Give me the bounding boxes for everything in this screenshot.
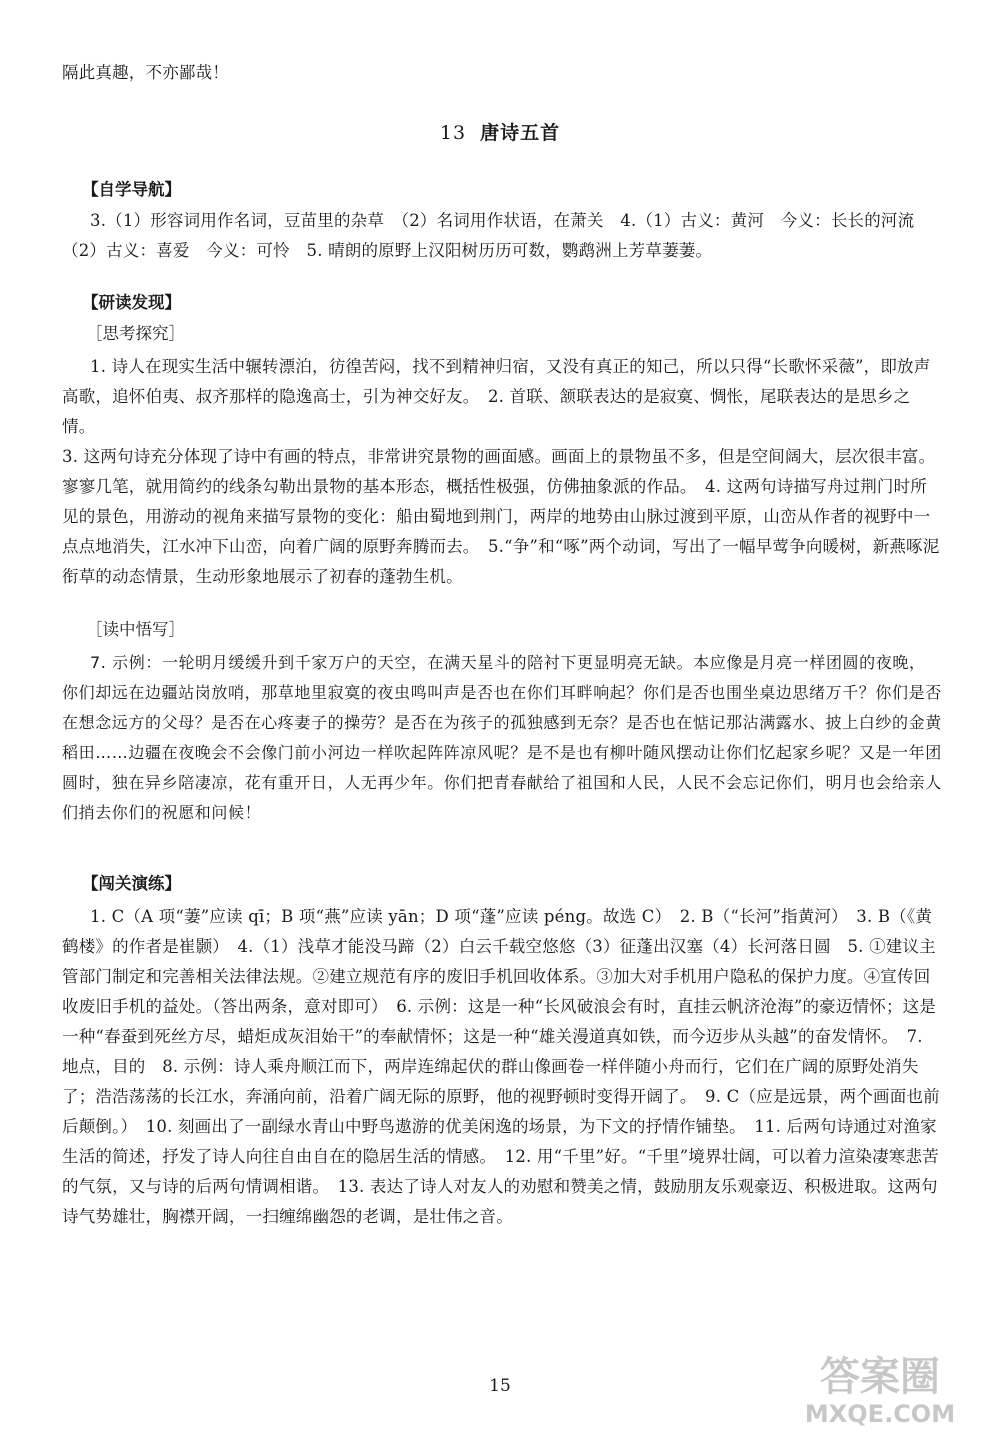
page-number: 15 — [489, 1376, 511, 1396]
section-self-study: 【自学导航】 — [82, 180, 181, 199]
watermark-url: MXQE.COM — [804, 1400, 956, 1428]
section-practice: 【闯关演练】 — [82, 874, 181, 893]
lesson-number: 13 — [439, 122, 467, 144]
self-study-answers: 3.（1）形容词用作名词，豆苗里的杂草 （2）名词用作状语，在萧关 4.（1）古义：黄河 今义：长长的河流 （2）古义：喜爱 今义：可怜 5. 晴朗的原野上汉阳树历历可数，鹦鹉洲上芳草萋萋。 — [62, 211, 915, 260]
top-line: 隔此真趣，不亦鄙哉！ — [62, 63, 229, 82]
thinking-answers: 1. 诗人在现实生活中辗转漂泊，彷徨苦闷，找不到精神归宿，又没有真正的知己，所以只得“长歌怀采薇”，即放声高歌，追怀伯夷、叔齐那样的隐逸高士，引为神交好友。 2. 首联、颔联表达的是寂寞、惆怅，尾联表达的是思乡之情。 3. 这两句诗充分体现了诗中有画的特点，非常讲究景物的画面感。画面上的景物虽不多，但是空间阔大，层次很丰富。寥寥几笔，就用简约的线条勾勒出景物的基本形态，概括性极强，仿佛抽象派的作品。 4. 这两句诗描写舟过荆门时所见的景色，用游动的视角来描写景物的变化：船由蜀地到荆门，两岸的地势由山脉过渡到平原，山峦从作者的视野中一点点地消失，江水冲下山峦，向着广阔的原野奔腾而去。 5.“争”和“啄”两个动词，写出了一幅早莺争向暖树，新燕啄泥衔草的动态情景，生动形象地展示了初春的蓬勃生机。 — [62, 357, 940, 586]
subsection-writing: ［读中悟写］ — [86, 620, 185, 639]
lesson-title-text: 唐诗五首 — [480, 122, 561, 144]
lesson-title — [0, 118, 1000, 145]
practice-answers: 1. C（A 项“萋”应读 qī；B 项“燕”应读 yān；D 项“蓬”应读 péng。故选 C） 2. B（“长河”指黄河） 3. B（《黄鹤楼》的作者是崔颢） 4.（1）浅草才能没马蹄（2）白云千载空悠悠（3）征蓬出汉塞（4）长河落日圆 5. ①建议主管部门制定和完善相关法律法规。②建立规范有序的废旧手机回收体系。③加大对手机用户隐私的保护力度。④宣传回收废旧手机的益处。（答出两条，意对即可） 6. 示例：这是一种“长风破浪会有时，直挂云帆济沧海”的豪迈情怀；这是一种“春蚕到死丝方尽，蜡炬成灰泪始干”的奉献情怀；这是一种“雄关漫道真如铁，而今迈步从头越”的奋发情怀。 7. 地点，目的 8. 示例：诗人乘舟顺江而下，两岸连绵起伏的群山像画卷一样伴随小舟而行，它们在广阔的原野处消失了；浩浩荡荡的长江水，奔涌向前，沿着广阔无际的原野，他的视野顿时变得开阔了。 9. C（应是远景，两个画面也前后颠倒。） 10. 刻画出了一副绿水青山中野鸟遨游的优美闲逸的场景，为下文的抒情作铺垫。 11. 后两句诗通过对渔家生活的简述，抒发了诗人向往自由自在的隐居生活的情感。 12. 用“千里”好。“千里”境界壮阔，可以着力渲染凄寒悲苦的气氛，又与诗的后两句情调相谐。 13. 表达了诗人对友人的劝慰和赞美之情，鼓励朋友乐观豪迈、积极进取。这两句诗气势雄壮，胸襟开阔，一扫缠绵幽怨的老调，是壮伟之音。 — [62, 907, 940, 1226]
section-reading: 【研读发现】 — [82, 293, 181, 312]
subsection-thinking: ［思考探究］ — [86, 324, 185, 343]
writing-answer: 7. 示例：一轮明月缓缓升到千家万户的天空，在满天星斗的陪衬下更显明亮无缺。本应像是月亮一样团圆的夜晚，你们却远在边疆站岗放哨，那草地里寂寞的夜虫鸣叫声是否也在你们耳畔响起？你们是否也围坐桌边思绪万千？你们是否在想念远方的父母？是否在心疼妻子的操劳？是否在为孩子的孤独感到无奈？是否也在惦记那沾满露水、披上白纱的金黄稻田……边疆在夜晚会不会像门前小河边一样吹起阵阵凉风呢？是不是也有柳叶随风摆动让你们忆起家乡呢？又是一年团圆时，独在异乡陪凄凉，花有重开日，人无再少年。你们把青春献给了祖国和人民，人民不会忘记你们，明月也会给亲人们捎去你们的祝愿和问候！ — [62, 653, 942, 822]
watermark-logo — [780, 1346, 985, 1430]
watermark-title: 答案圈 — [820, 1354, 940, 1400]
